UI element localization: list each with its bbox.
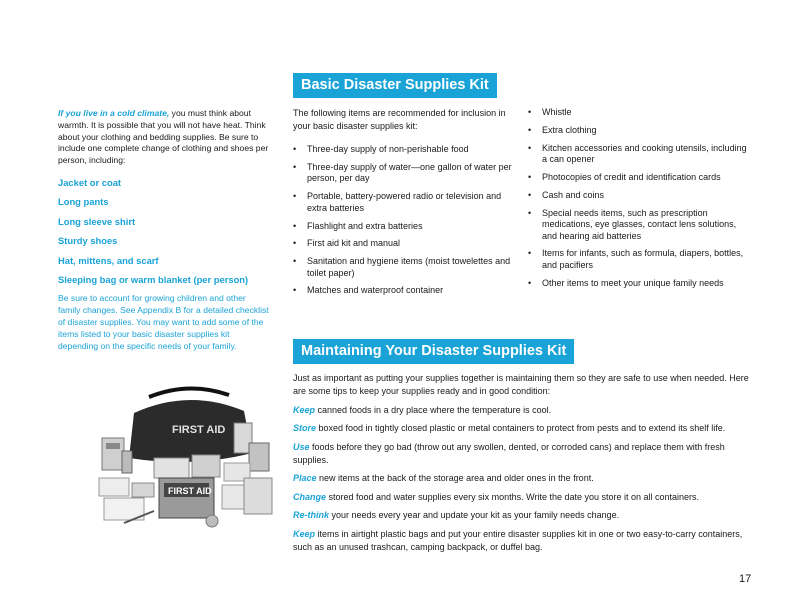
kit-item [528,107,748,119]
kit-item [528,278,748,290]
box-label: FIRST AID [168,486,212,496]
kit-item-text: Whistle [542,107,572,117]
kit-items-right [528,107,748,296]
clothing-item: Sleeping bag or warm blanket (per person) [58,273,249,285]
bullet-icon: • [528,171,532,182]
kit-item [528,190,748,202]
kit-item-text: Kitchen accessories and cooking utensils, including a can opener [542,142,747,165]
tip-text: new items at the back of the storage area and older ones in the front. [316,473,594,484]
bullet-icon: • [293,220,297,231]
tip-text: foods before they go bad (throw out any swollen, dented, or corroded cans) and replace them with fresh supplies. [293,441,725,466]
tip-keyword: Re-think [293,510,329,521]
kit-item [528,248,748,271]
kit-item [293,285,513,297]
maintenance-tip [293,404,753,417]
tip-keyword: Keep [293,404,316,415]
tip-text: boxed food in tightly closed plastic or metal containers to protect from pests and to extend its shelf life. [316,423,726,434]
tip-text: stored food and water supplies every six months. Write the date you store it on all containers. [326,491,700,502]
bullet-icon: • [293,285,297,296]
clothing-item: Jacket or coat [58,176,122,188]
maintenance-tip [293,472,753,485]
bag-label: FIRST AID [172,424,226,436]
cold-climate-sidebar [58,108,270,352]
bullet-icon: • [293,191,297,202]
kit-item-text: Matches and waterproof container [307,285,444,296]
cold-climate-lead: If you live in a cold climate, [58,108,170,118]
kit-section-title: Basic Disaster Supplies Kit [293,73,497,98]
kit-item [528,172,748,184]
bullet-icon: • [293,256,297,267]
kit-item-text: Flashlight and extra batteries [307,220,423,231]
tip-text: items in airtight plastic bags and put your entire disaster supplies kit in one or two easy-to-carry containers, such as an unused trashcan, camping backpack, or duffel bag. [293,528,743,553]
kit-item [293,191,513,214]
bullet-icon: • [293,161,297,172]
first-aid-kit-photo [94,383,276,533]
cold-climate-intro-text: you must think about warmth. It is possible that you will not have heat. Think about your clothing and bedding supplies. Be sure to include one complete change of clothing and shoes per person, including: [58,108,269,166]
bullet-icon: • [528,189,532,200]
maintenance-body [293,372,753,559]
maintenance-tip [293,528,753,555]
kit-item [293,256,513,279]
kit-item-text: First aid kit and manual [307,238,401,249]
clothing-item: Hat, mittens, and scarf [58,254,159,266]
kit-item [293,221,513,233]
kit-item [293,144,513,156]
tip-text: canned foods in a dry place where the temperature is cool. [315,404,552,415]
page-number: 17 [739,573,752,585]
maintenance-intro: Just as important as putting your supplies together is maintaining them so they are safe to use when needed. Here are some tips to keep your supplies ready and in good condition: [293,373,749,397]
maintenance-tip [293,422,753,435]
bullet-icon: • [293,238,297,249]
kit-item-text: Extra clothing [542,124,597,135]
kit-item-text: Photocopies of credit and identification cards [542,171,721,182]
bullet-icon: • [528,124,532,135]
clothing-list [58,177,270,285]
kit-items-left [293,144,513,303]
tip-text: your needs every year and update your kit as your family needs change. [329,510,620,521]
kit-item [528,125,748,137]
kit-item [528,208,748,243]
kit-item [528,143,748,166]
maintenance-tip [293,509,753,522]
kit-item-text: Portable, battery-powered radio or television and extra batteries [307,191,502,213]
cold-climate-outro: Be sure to account for growing children and other family changes. See Appendix B for a detailed checklist of disaster supplies. You may want to add some of the items listed to your basic disaster supplies kit depending on the specific needs of your family. [58,293,269,351]
tip-keyword: Change [293,491,327,502]
kit-item-text: Three-day supply of water—one gallon of water per person, per day [307,161,512,184]
maintenance-tip [293,441,753,468]
clothing-item: Long pants [58,196,109,208]
bullet-icon: • [293,144,297,154]
kit-item-text: Sanitation and hygiene items (moist towelettes and toilet paper) [307,256,511,278]
tip-keyword: Keep [293,528,316,539]
maintenance-tip [293,491,753,504]
maintenance-section-title: Maintaining Your Disaster Supplies Kit [293,339,574,364]
bullet-icon: • [528,207,532,218]
bullet-icon: • [528,142,532,153]
kit-intro: The following items are recommended for inclusion in your basic disaster supplies kit: [293,108,506,131]
kit-item-text: Special needs items, such as prescription medications, eye glasses, contact lens solutions, and hearing aid batteries [542,207,737,241]
clothing-item: Sturdy shoes [58,235,118,247]
tip-keyword: Place [293,473,317,484]
tip-keyword: Store [293,423,317,434]
bullet-icon: • [528,107,532,117]
kit-item-text: Items for infants, such as formula, diapers, bottles, and pacifiers [542,248,744,271]
clothing-item: Long sleeve shirt [58,215,136,227]
bullet-icon: • [528,277,532,288]
kit-item [293,162,513,185]
kit-item [293,238,513,250]
bullet-icon: • [528,248,532,259]
kit-item-text: Other items to meet your unique family needs [542,277,724,288]
kit-item-text: Cash and coins [542,189,605,200]
kit-item-text: Three-day supply of non-perishable food [307,144,469,154]
tip-keyword: Use [293,441,310,452]
cold-climate-intro [58,108,270,167]
